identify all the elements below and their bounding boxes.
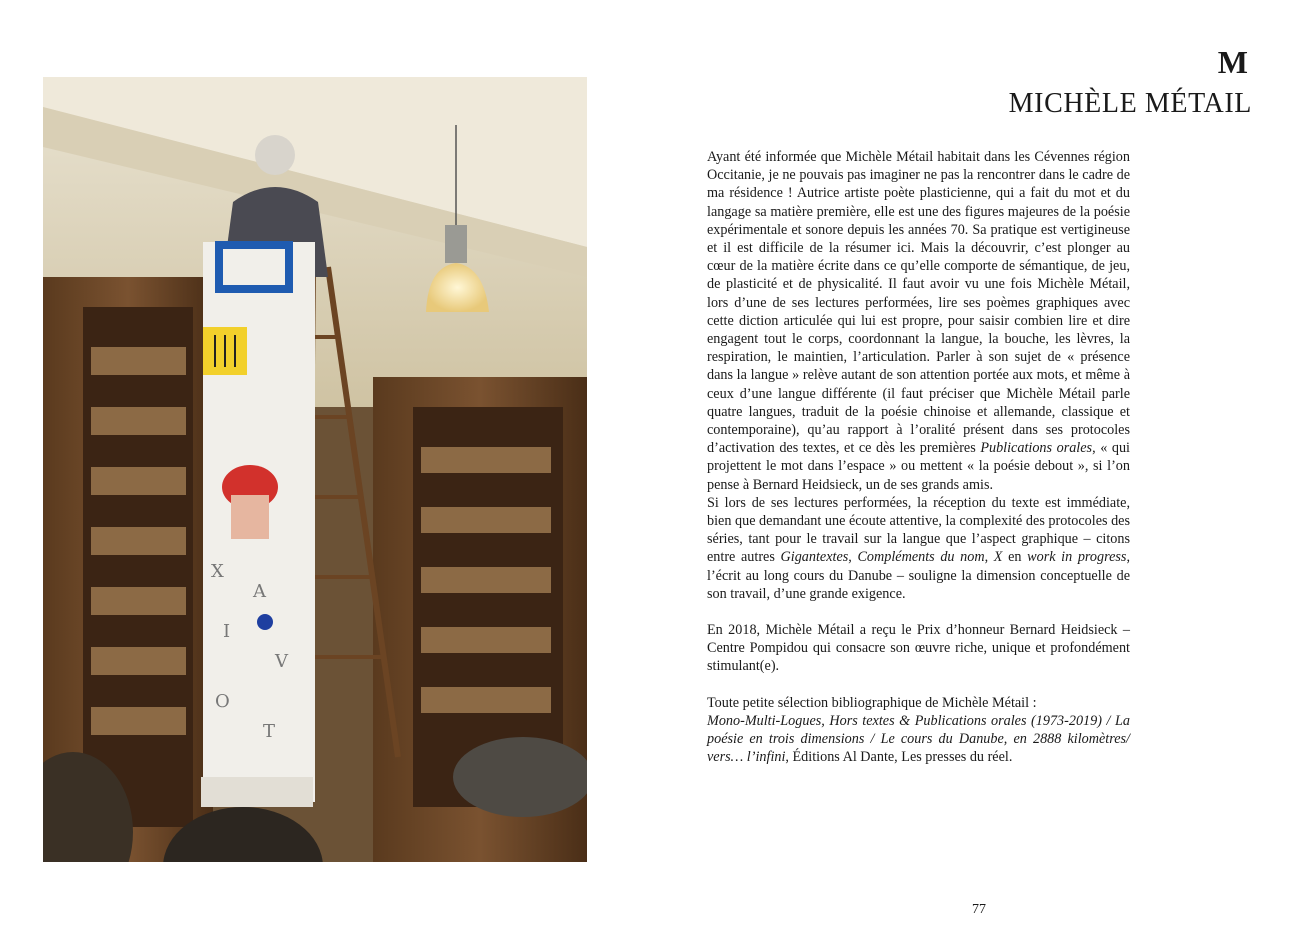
paragraph-intro: Ayant été informée que Michèle Métail habitait dans les Cévennes région Occitanie, je ne pouvais pas imaginer ne pas la rencontrer dans le cadre de ma résidence ! Autrice artiste poète plasticienne, qui a fait du mot et du langage sa matière première, elle est une des figures majeures de la poésie expérimentale et sonore depuis les années 70. Sa pratique est vertigineuse et il est difficile de la résumer ici. Mais la découvrir, c’est plonger au cœur de la matière écrite dans ce qu’elle comporte de sémantique, de jeu, de plasticité et de physicalité. Il faut avoir vu une fois Michèle Métail, lors d’une de ses lectures performées, lire ses poèmes graphiques avec cette diction articulée qui lui est propre, pour saisir combien lire et dire engagent tout le corps, coordonnant la langue, la bouche, les lèvres, la respiration, le maintien, l’articulation. Parler à son sujet de « présence dans la langue » relève autant de son attention portée aux mots, et même à ceux d’une langue différente (il faut préciser que Michèle Métail parle quatre langues, traduit de la poésie chinoise et allemande, classique et contemporaine), qu’au rapport à l’oralité présent dans ses protocoles d’activation des textes, et ce dès les premières Publications orales, « qui projettent le mot dans l’espace » ou mettent « la poésie debout », si l’on pense à Bernard Heidsieck, un de ses grands amis. [707, 149, 1130, 493]
page-number: 77 [972, 902, 986, 917]
svg-text:I: I [223, 621, 231, 642]
svg-text:T: T [263, 721, 276, 742]
paragraph-prize: En 2018, Michèle Métail a reçu le Prix d’honneur Bernard Heidsieck – Centre Pompidou qui consacre son œuvre riche, unique et profondément stimulant(e). [707, 622, 1130, 675]
section-letter: M [1217, 44, 1249, 80]
paragraph-bibliography: Toute petite sélection bibliographique de Michèle Métail : Mono-Multi-Logues, Hors textes & Publications orales (1973-2019) / La poésie en trois dimensions / Le cours du Danube, en 2888 kilomètres/ vers… l’infini, Éditions Al Dante, Les presses du réel. [707, 694, 1130, 766]
svg-text:X: X [211, 561, 224, 582]
article-body [707, 148, 1130, 767]
paragraph-lectures: Si lors de ses lectures performées, la réception du texte est immédiate, bien que demandant une écoute attentive, la complexité des protocoles des séries, tant pour le travail sur la langue que l’aspect graphique – citons entre autres Gigantextes, Compléments du nom, X en work in progress, l’écrit au long cours du Danube – souligne la dimension conceptuelle de son travail, d’une grande exigence. [707, 494, 1130, 602]
performance-photo [43, 77, 587, 862]
svg-text:O: O [215, 691, 230, 712]
svg-text:A: A [253, 581, 266, 602]
svg-text:V: V [275, 651, 288, 672]
photo-illustration [43, 77, 587, 862]
page-title: MICHÈLE MÉTAIL [1008, 88, 1252, 119]
